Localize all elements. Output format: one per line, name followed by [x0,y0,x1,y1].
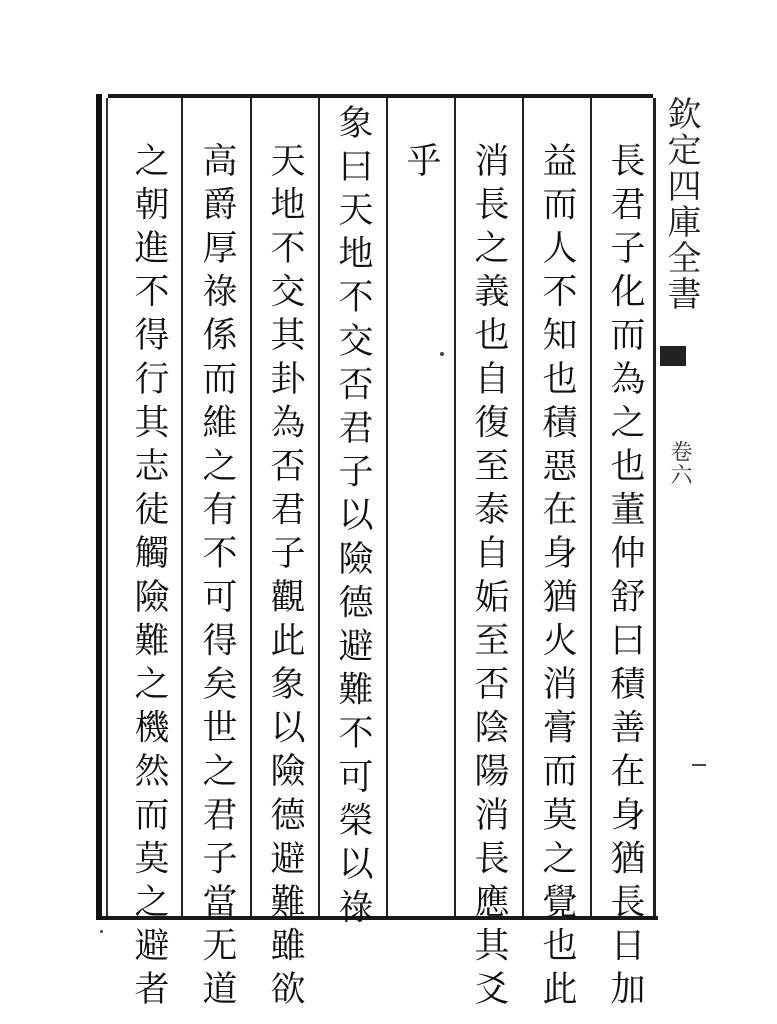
ink-speck [100,930,103,933]
column-rule [386,98,388,916]
text-column-8: 之朝進不得行其志徒觸險難之機然而莫之避者 [129,142,169,1014]
text-column-7: 高爵厚祿係而維之有不可得矣世之君子當无道 [197,142,237,1014]
ink-speck [440,352,444,356]
text-column-1: 長君子化而為之也董仲舒曰積善在身猶長日加 [605,142,645,1014]
text-column-3: 消長之義也自復至泰自姤至否陰陽消長應其爻 [469,142,509,1014]
text-column-6: 天地不交其卦為否君子觀此象以險德避難雖欲 [265,142,305,1014]
column-rule [522,98,524,916]
frame-left-border [96,94,102,920]
column-rule [181,98,183,916]
column-rule [318,98,320,916]
column-rule [454,98,456,916]
ink-speck [692,764,706,766]
fishtail-mark [660,346,686,366]
text-column-5: 象曰天地不交否君子以險德避難不可榮以祿 [333,104,373,933]
volume-number: 卷六 [667,440,692,486]
text-column-2: 益而人不知也積惡在身猶火消膏而莫之覺也此 [537,142,577,1014]
book-title: 欽定四庫全書 [661,96,701,312]
column-rule [250,98,252,916]
text-column-4: 乎 [401,142,441,186]
frame-left-inner-border [106,98,108,916]
frame-top-border [108,94,653,98]
column-rule [590,98,592,916]
